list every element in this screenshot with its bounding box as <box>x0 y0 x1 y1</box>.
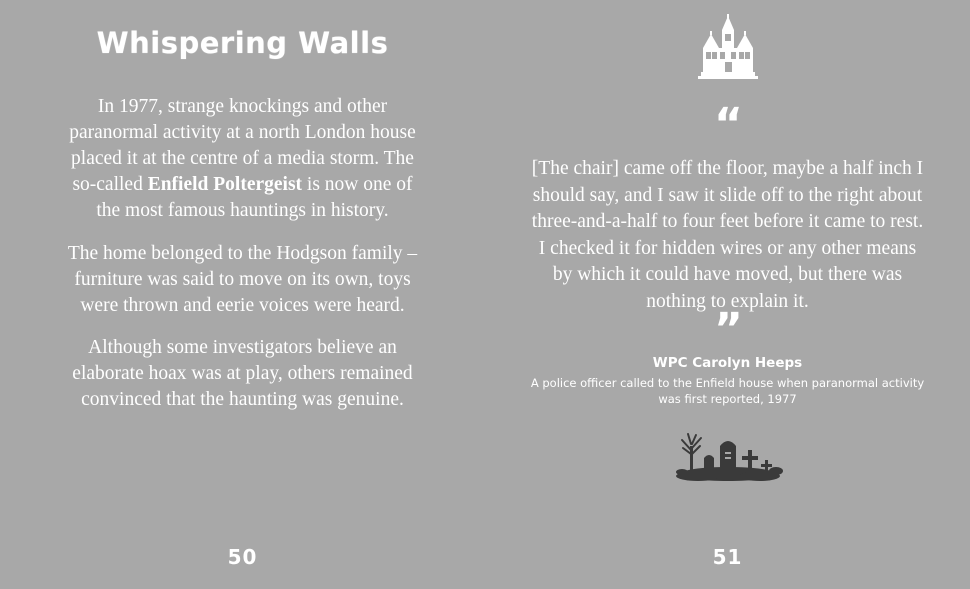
quote-close-icon: ” <box>714 304 741 356</box>
quote-open-icon: “ <box>714 99 741 150</box>
graveyard-icon <box>529 424 926 482</box>
body-text <box>62 94 423 413</box>
haunted-house-icon <box>529 14 926 86</box>
paragraph-3: Although some investigators believe an elaborate hoax was at play, others remained convinced that the haunting was genuine. <box>72 336 413 411</box>
paragraph-1-bold: Enfield Poltergeist <box>147 174 303 196</box>
paragraph-2: The home belonged to the Hodgson family – furniture was said to move on its own, toys were thrown and eerie voices were heard. <box>67 242 418 316</box>
pull-quote: [The chair] came off the floor, maybe a half inch I should say, and I saw it slide off to the right about three-and-a-half to four feet before it came to rest. I checked it for hidden wires or any other means by which it could have moved, but there was nothing to explain it. <box>531 158 924 312</box>
paragraph-1 <box>62 94 423 225</box>
page-number-right: 51 <box>712 545 743 569</box>
paragraph-1-before: In 1977, strange knockings and other paranormal activity at a north London house placed it at the centre of a media storm. The so-called <box>69 95 416 196</box>
page-number-left: 50 <box>227 545 258 569</box>
right-page <box>485 0 970 589</box>
paragraph-1-after: is now one of the most famous hauntings in history. <box>96 174 413 222</box>
quote-attribution-name: WPC Carolyn Heeps <box>652 355 803 372</box>
quote-attribution-description: A police officer called to the Enfield house when paranormal activity was first reported, 1977 <box>530 376 925 407</box>
page-title: Whispering Walls <box>96 26 389 60</box>
